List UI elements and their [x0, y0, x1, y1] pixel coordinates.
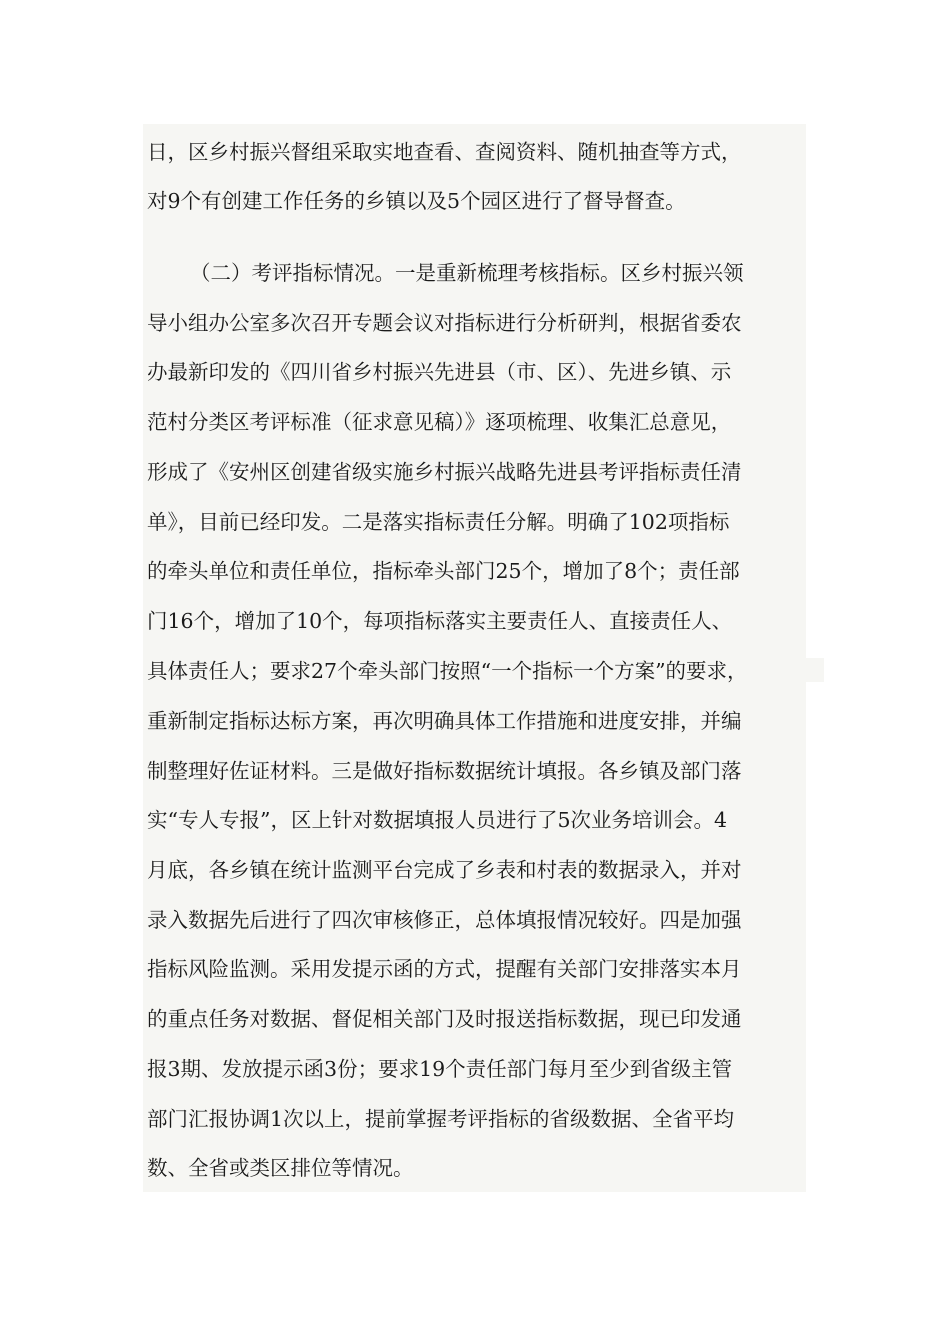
paragraph-line: 部门汇报协调1次以上，提前掌握考评指标的省级数据、全省平均 [147, 1107, 735, 1131]
paragraph-line: 录入数据先后进行了四次审核修正，总体填报情况较好。四是加强 [147, 908, 742, 932]
paragraph-line: 月底，各乡镇在统计监测平台完成了乡表和村表的数据录入，并对 [147, 858, 742, 882]
paragraph-line: 范村分类区考评标准（征求意见稿）》逐项梳理、收集汇总意见， [147, 410, 732, 434]
paragraph-line: 导小组办公室多次召开专题会议对指标进行分析研判，根据省委农 [147, 311, 742, 335]
paragraph-line: 报3期、发放提示函3份；要求19个责任部门每月至少到省级主管 [147, 1057, 733, 1081]
paragraph-line: 形成了《安州区创建省级实施乡村振兴战略先进县考评指标责任清 [147, 460, 742, 484]
paragraph-line: 单》，目前已经印发。二是落实指标责任分解。明确了102项指标 [147, 510, 730, 534]
paragraph-line: 制整理好佐证材料。三是做好指标数据统计填报。各乡镇及部门落 [147, 759, 742, 783]
paragraph-line: 的重点任务对数据、督促相关部门及时报送指标数据，现已印发通 [147, 1007, 742, 1031]
paragraph-line: 的牵头单位和责任单位，指标牵头部门25个，增加了8个；责任部 [147, 559, 740, 583]
paragraph-line: （二）考评指标情况。一是重新梳理考核指标。区乡村振兴领 [190, 261, 744, 285]
paragraph-line: 实“专人专报”，区上针对数据填报人员进行了5次业务培训会。4 [147, 808, 728, 832]
paragraph-line: 门16个，增加了10个，每项指标落实主要责任人、直接责任人、 [147, 609, 733, 633]
text-block-overflow [806, 658, 824, 682]
paragraph-line: 办最新印发的《四川省乡村振兴先进县（市、区）、先进乡镇、示 [147, 360, 732, 384]
paragraph-line: 指标风险监测。采用发提示函的方式，提醒有关部门安排落实本月 [147, 957, 742, 981]
paragraph-line: 日，区乡村振兴督组采取实地查看、查阅资料、随机抽查等方式， [147, 140, 742, 164]
paragraph-line: 对9个有创建工作任务的乡镇以及5个园区进行了督导督查。 [147, 189, 686, 213]
paragraph-line: 重新制定指标达标方案，再次明确具体工作措施和进度安排，并编 [147, 709, 742, 733]
paragraph-line: 数、全省或类区排位等情况。 [147, 1156, 414, 1180]
paragraph-line: 具体责任人；要求27个牵头部门按照“一个指标一个方案”的要求， [147, 659, 748, 683]
